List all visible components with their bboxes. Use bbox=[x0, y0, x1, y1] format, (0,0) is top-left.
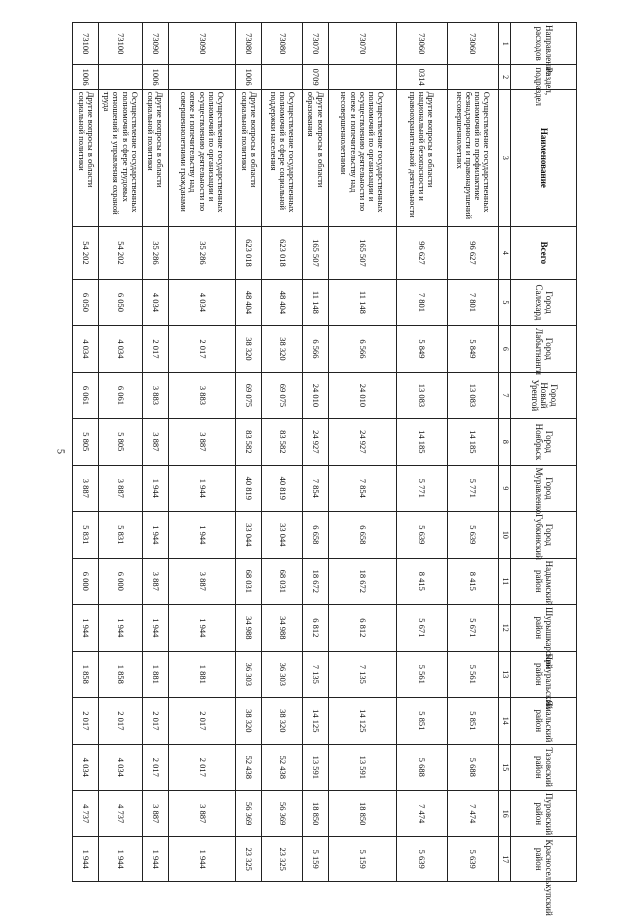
cell-section bbox=[168, 65, 236, 89]
cell-value-salekhard: 48 404 bbox=[262, 279, 302, 325]
cell-value-purovsky: 3 887 bbox=[142, 791, 168, 837]
column-header-salekhard: Город Салехард bbox=[511, 279, 577, 325]
cell-value-krasnoselkupsky: 1 944 bbox=[73, 837, 99, 882]
column-index-tazovsky: 15 bbox=[499, 744, 511, 790]
cell-value-labytnangi: 5 849 bbox=[447, 326, 498, 372]
column-header-purovsky: Пуровский район bbox=[511, 791, 577, 837]
budget-table bbox=[72, 22, 577, 916]
cell-value-gubkinsky: 1 944 bbox=[168, 512, 236, 558]
cell-section bbox=[447, 65, 498, 89]
cell-name: Другие вопросы в области национальной безопасности и правоохранительной деятельности bbox=[396, 89, 447, 226]
cell-value-purovsky: 56 369 bbox=[236, 791, 262, 837]
cell-value-krasnoselkupsky: 23 325 bbox=[236, 837, 262, 882]
cell-value-priuralsky: 1 881 bbox=[142, 651, 168, 697]
cell-name: Другие вопросы в области образования bbox=[302, 89, 328, 226]
table-row bbox=[302, 23, 328, 882]
cell-value-noyabrsk: 5 805 bbox=[99, 419, 142, 465]
cell-name: Другие вопросы в области социальной политики bbox=[73, 89, 99, 226]
cell-value-gubkinsky: 6 658 bbox=[302, 512, 328, 558]
cell-value-noyabrsk: 83 582 bbox=[262, 419, 302, 465]
cell-value-purovsky: 56 369 bbox=[262, 791, 302, 837]
cell-value-priuralsky: 1 858 bbox=[99, 651, 142, 697]
cell-value-noyabrsk: 83 582 bbox=[236, 419, 262, 465]
column-header-priuralsky: Приуральский район bbox=[511, 651, 577, 697]
cell-value-labytnangi: 5 849 bbox=[396, 326, 447, 372]
cell-value-gubkinsky: 5 639 bbox=[396, 512, 447, 558]
cell-value-muravlenko: 7 854 bbox=[328, 465, 396, 511]
cell-value-yamalsky: 2 017 bbox=[142, 698, 168, 744]
table-row bbox=[99, 23, 142, 882]
cell-section bbox=[99, 65, 142, 89]
cell-value-novy_urengoy: 13 083 bbox=[447, 372, 498, 418]
cell-direction: 73060 bbox=[447, 23, 498, 65]
cell-value-krasnoselkupsky: 1 944 bbox=[99, 837, 142, 882]
cell-value-tazovsky: 13 591 bbox=[302, 744, 328, 790]
cell-value-purovsky: 18 850 bbox=[328, 791, 396, 837]
cell-value-purovsky: 7 474 bbox=[447, 791, 498, 837]
cell-value-priuralsky: 7 135 bbox=[302, 651, 328, 697]
column-header-novy_urengoy: Город Новый Уренгой bbox=[511, 372, 577, 418]
cell-value-nadymsky: 3 887 bbox=[142, 558, 168, 604]
column-header-total: Всего bbox=[511, 227, 577, 280]
column-index-noyabrsk: 8 bbox=[499, 419, 511, 465]
cell-value-nadymsky: 68 031 bbox=[262, 558, 302, 604]
cell-name: Осуществление государственных полномочий по организации и осуществлению деятельности по опеке и попечительству над несовершеннолетними bbox=[328, 89, 396, 226]
cell-value-nadymsky: 6 000 bbox=[73, 558, 99, 604]
cell-value-noyabrsk: 14 185 bbox=[447, 419, 498, 465]
cell-value-novy_urengoy: 6 061 bbox=[99, 372, 142, 418]
cell-value-shuryshkarsky: 1 944 bbox=[99, 605, 142, 651]
column-index-direction: 1 bbox=[499, 23, 511, 65]
cell-value-krasnoselkupsky: 5 639 bbox=[447, 837, 498, 882]
cell-value-krasnoselkupsky: 5 159 bbox=[302, 837, 328, 882]
cell-value-nadymsky: 18 672 bbox=[302, 558, 328, 604]
cell-value-labytnangi: 4 034 bbox=[99, 326, 142, 372]
cell-value-nadymsky: 6 000 bbox=[99, 558, 142, 604]
cell-value-salekhard: 6 050 bbox=[99, 279, 142, 325]
cell-value-novy_urengoy: 3 883 bbox=[142, 372, 168, 418]
table-row bbox=[396, 23, 447, 882]
cell-value-total: 623 018 bbox=[262, 227, 302, 280]
cell-value-labytnangi: 2 017 bbox=[168, 326, 236, 372]
cell-value-yamalsky: 14 125 bbox=[302, 698, 328, 744]
index-row bbox=[499, 23, 511, 882]
column-header-shuryshkarsky: Шурышкарский район bbox=[511, 605, 577, 651]
cell-direction: 73060 bbox=[396, 23, 447, 65]
column-index-section: 2 bbox=[499, 65, 511, 89]
table-row bbox=[73, 23, 99, 882]
cell-direction: 73070 bbox=[328, 23, 396, 65]
cell-value-nadymsky: 18 672 bbox=[328, 558, 396, 604]
cell-value-yamalsky: 2 017 bbox=[168, 698, 236, 744]
cell-value-salekhard: 48 404 bbox=[236, 279, 262, 325]
cell-value-priuralsky: 36 303 bbox=[262, 651, 302, 697]
column-header-labytnangi: Город Лабытнанги bbox=[511, 326, 577, 372]
column-header-muravlenko: Город Муравленко bbox=[511, 465, 577, 511]
cell-value-noyabrsk: 14 185 bbox=[396, 419, 447, 465]
cell-value-noyabrsk: 3 887 bbox=[142, 419, 168, 465]
column-index-krasnoselkupsky: 17 bbox=[499, 837, 511, 882]
cell-value-labytnangi: 6 566 bbox=[328, 326, 396, 372]
cell-value-yamalsky: 5 851 bbox=[396, 698, 447, 744]
cell-value-yamalsky: 14 125 bbox=[328, 698, 396, 744]
cell-value-krasnoselkupsky: 1 944 bbox=[168, 837, 236, 882]
column-header-tazovsky: Тазовский район bbox=[511, 744, 577, 790]
cell-section bbox=[328, 65, 396, 89]
table-row bbox=[236, 23, 262, 882]
cell-value-salekhard: 4 034 bbox=[168, 279, 236, 325]
cell-value-muravlenko: 1 944 bbox=[142, 465, 168, 511]
cell-name: Осуществление государственных полномочий по организации и осуществлению деятельности по опеке и попечительству над совершеннолетними гражданами bbox=[168, 89, 236, 226]
cell-value-salekhard: 7 801 bbox=[396, 279, 447, 325]
column-index-labytnangi: 6 bbox=[499, 326, 511, 372]
table-row bbox=[168, 23, 236, 882]
cell-value-nadymsky: 68 031 bbox=[236, 558, 262, 604]
column-index-salekhard: 5 bbox=[499, 279, 511, 325]
cell-value-noyabrsk: 3 887 bbox=[168, 419, 236, 465]
cell-value-purovsky: 3 887 bbox=[168, 791, 236, 837]
cell-value-total: 623 018 bbox=[236, 227, 262, 280]
cell-name: Осуществление государственных полномочий в сфере трудовых отношений и управления охраной труда bbox=[99, 89, 142, 226]
cell-value-tazovsky: 5 688 bbox=[396, 744, 447, 790]
cell-value-purovsky: 4 737 bbox=[73, 791, 99, 837]
cell-value-gubkinsky: 6 658 bbox=[328, 512, 396, 558]
cell-value-gubkinsky: 5 831 bbox=[99, 512, 142, 558]
table-row bbox=[328, 23, 396, 882]
column-header-nadymsky: Надымский район bbox=[511, 558, 577, 604]
cell-direction: 73100 bbox=[73, 23, 99, 65]
column-index-purovsky: 16 bbox=[499, 791, 511, 837]
cell-value-shuryshkarsky: 6 812 bbox=[302, 605, 328, 651]
cell-name: Другие вопросы в области социальной политики bbox=[142, 89, 168, 226]
cell-value-muravlenko: 5 771 bbox=[396, 465, 447, 511]
column-header-noyabrsk: Город Ноябрьск bbox=[511, 419, 577, 465]
cell-value-yamalsky: 38 320 bbox=[236, 698, 262, 744]
cell-value-noyabrsk: 24 927 bbox=[328, 419, 396, 465]
cell-value-nadymsky: 8 415 bbox=[447, 558, 498, 604]
cell-value-gubkinsky: 33 044 bbox=[262, 512, 302, 558]
cell-value-labytnangi: 38 320 bbox=[236, 326, 262, 372]
cell-section: 0314 bbox=[396, 65, 447, 89]
cell-value-muravlenko: 5 771 bbox=[447, 465, 498, 511]
column-index-total: 4 bbox=[499, 227, 511, 280]
cell-value-total: 35 286 bbox=[142, 227, 168, 280]
cell-value-total: 54 202 bbox=[73, 227, 99, 280]
column-index-yamalsky: 14 bbox=[499, 698, 511, 744]
cell-value-muravlenko: 40 819 bbox=[236, 465, 262, 511]
cell-value-krasnoselkupsky: 23 325 bbox=[262, 837, 302, 882]
cell-value-noyabrsk: 5 805 bbox=[73, 419, 99, 465]
cell-value-gubkinsky: 5 831 bbox=[73, 512, 99, 558]
cell-value-tazovsky: 5 688 bbox=[447, 744, 498, 790]
cell-section bbox=[262, 65, 302, 89]
cell-name: Другие вопросы в области социальной политики bbox=[236, 89, 262, 226]
column-index-novy_urengoy: 7 bbox=[499, 372, 511, 418]
cell-value-priuralsky: 5 561 bbox=[447, 651, 498, 697]
cell-value-nadymsky: 3 887 bbox=[168, 558, 236, 604]
cell-value-tazovsky: 52 438 bbox=[262, 744, 302, 790]
cell-value-labytnangi: 2 017 bbox=[142, 326, 168, 372]
column-header-gubkinsky: Город Губкинский bbox=[511, 512, 577, 558]
cell-direction: 73070 bbox=[302, 23, 328, 65]
cell-value-purovsky: 18 850 bbox=[302, 791, 328, 837]
column-index-muravlenko: 9 bbox=[499, 465, 511, 511]
column-index-shuryshkarsky: 12 bbox=[499, 605, 511, 651]
cell-value-muravlenko: 7 854 bbox=[302, 465, 328, 511]
column-index-priuralsky: 13 bbox=[499, 651, 511, 697]
cell-value-muravlenko: 3 887 bbox=[73, 465, 99, 511]
cell-value-salekhard: 4 034 bbox=[142, 279, 168, 325]
column-header-krasnoselkupsky: Красноселькупский район bbox=[511, 837, 577, 882]
cell-value-shuryshkarsky: 1 944 bbox=[142, 605, 168, 651]
cell-value-shuryshkarsky: 1 944 bbox=[168, 605, 236, 651]
cell-value-tazovsky: 4 034 bbox=[99, 744, 142, 790]
cell-value-novy_urengoy: 69 075 bbox=[262, 372, 302, 418]
cell-value-gubkinsky: 5 639 bbox=[447, 512, 498, 558]
cell-value-total: 165 507 bbox=[328, 227, 396, 280]
column-header-section: Раздел, подраздел bbox=[511, 65, 577, 89]
column-header-yamalsky: Ямальский район bbox=[511, 698, 577, 744]
table-row bbox=[447, 23, 498, 882]
cell-value-total: 96 627 bbox=[447, 227, 498, 280]
cell-value-labytnangi: 38 320 bbox=[262, 326, 302, 372]
cell-value-shuryshkarsky: 5 671 bbox=[447, 605, 498, 651]
cell-direction: 73090 bbox=[168, 23, 236, 65]
cell-value-novy_urengoy: 24 010 bbox=[328, 372, 396, 418]
page-number: 5 bbox=[54, 449, 66, 454]
cell-value-total: 35 286 bbox=[168, 227, 236, 280]
cell-section: 1006 bbox=[142, 65, 168, 89]
cell-value-priuralsky: 5 561 bbox=[396, 651, 447, 697]
cell-direction: 73100 bbox=[99, 23, 142, 65]
cell-value-shuryshkarsky: 5 671 bbox=[396, 605, 447, 651]
cell-value-tazovsky: 2 017 bbox=[142, 744, 168, 790]
cell-value-priuralsky: 36 303 bbox=[236, 651, 262, 697]
cell-value-tazovsky: 52 438 bbox=[236, 744, 262, 790]
cell-value-tazovsky: 2 017 bbox=[168, 744, 236, 790]
cell-name: Осуществление государственных полномочий по профилактике безнадзорности и правонарушений несовершеннолетних bbox=[447, 89, 498, 226]
cell-value-labytnangi: 4 034 bbox=[73, 326, 99, 372]
cell-value-nadymsky: 8 415 bbox=[396, 558, 447, 604]
cell-value-total: 96 627 bbox=[396, 227, 447, 280]
cell-section: 0709 bbox=[302, 65, 328, 89]
cell-value-purovsky: 7 474 bbox=[396, 791, 447, 837]
cell-value-shuryshkarsky: 6 812 bbox=[328, 605, 396, 651]
cell-value-priuralsky: 1 881 bbox=[168, 651, 236, 697]
cell-value-novy_urengoy: 3 883 bbox=[168, 372, 236, 418]
cell-value-tazovsky: 13 591 bbox=[328, 744, 396, 790]
cell-value-shuryshkarsky: 1 944 bbox=[73, 605, 99, 651]
cell-value-salekhard: 11 148 bbox=[302, 279, 328, 325]
cell-value-muravlenko: 1 944 bbox=[168, 465, 236, 511]
column-header-direction: Направление расходов bbox=[511, 23, 577, 65]
cell-value-shuryshkarsky: 34 988 bbox=[236, 605, 262, 651]
rotated-table-container bbox=[72, 22, 577, 916]
cell-value-salekhard: 6 050 bbox=[73, 279, 99, 325]
cell-direction: 73080 bbox=[262, 23, 302, 65]
cell-value-priuralsky: 7 135 bbox=[328, 651, 396, 697]
cell-value-noyabrsk: 24 927 bbox=[302, 419, 328, 465]
cell-value-krasnoselkupsky: 5 159 bbox=[328, 837, 396, 882]
cell-section: 1006 bbox=[73, 65, 99, 89]
cell-direction: 73080 bbox=[236, 23, 262, 65]
cell-name: Осуществление государственных полномочий в сфере социальной поддержки населения bbox=[262, 89, 302, 226]
cell-value-yamalsky: 5 851 bbox=[447, 698, 498, 744]
cell-value-gubkinsky: 33 044 bbox=[236, 512, 262, 558]
cell-value-yamalsky: 2 017 bbox=[99, 698, 142, 744]
cell-value-salekhard: 11 148 bbox=[328, 279, 396, 325]
cell-value-muravlenko: 40 819 bbox=[262, 465, 302, 511]
table-row bbox=[142, 23, 168, 882]
cell-value-novy_urengoy: 24 010 bbox=[302, 372, 328, 418]
column-header-name: Наименование bbox=[511, 89, 577, 226]
cell-value-total: 165 507 bbox=[302, 227, 328, 280]
cell-direction: 73090 bbox=[142, 23, 168, 65]
cell-value-krasnoselkupsky: 5 639 bbox=[396, 837, 447, 882]
cell-value-tazovsky: 4 034 bbox=[73, 744, 99, 790]
cell-value-yamalsky: 2 017 bbox=[73, 698, 99, 744]
cell-value-labytnangi: 6 566 bbox=[302, 326, 328, 372]
table-body bbox=[73, 23, 499, 882]
header-row bbox=[511, 23, 577, 882]
cell-value-shuryshkarsky: 34 988 bbox=[262, 605, 302, 651]
cell-value-gubkinsky: 1 944 bbox=[142, 512, 168, 558]
column-index-nadymsky: 11 bbox=[499, 558, 511, 604]
cell-value-total: 54 202 bbox=[99, 227, 142, 280]
cell-value-salekhard: 7 801 bbox=[447, 279, 498, 325]
column-index-gubkinsky: 10 bbox=[499, 512, 511, 558]
column-index-name: 3 bbox=[499, 89, 511, 226]
cell-value-yamalsky: 38 320 bbox=[262, 698, 302, 744]
cell-value-novy_urengoy: 13 083 bbox=[396, 372, 447, 418]
cell-value-purovsky: 4 737 bbox=[99, 791, 142, 837]
table-row bbox=[262, 23, 302, 882]
cell-section: 1006 bbox=[236, 65, 262, 89]
cell-value-novy_urengoy: 69 075 bbox=[236, 372, 262, 418]
cell-value-novy_urengoy: 6 061 bbox=[73, 372, 99, 418]
cell-value-priuralsky: 1 858 bbox=[73, 651, 99, 697]
cell-value-krasnoselkupsky: 1 944 bbox=[142, 837, 168, 882]
cell-value-muravlenko: 3 887 bbox=[99, 465, 142, 511]
